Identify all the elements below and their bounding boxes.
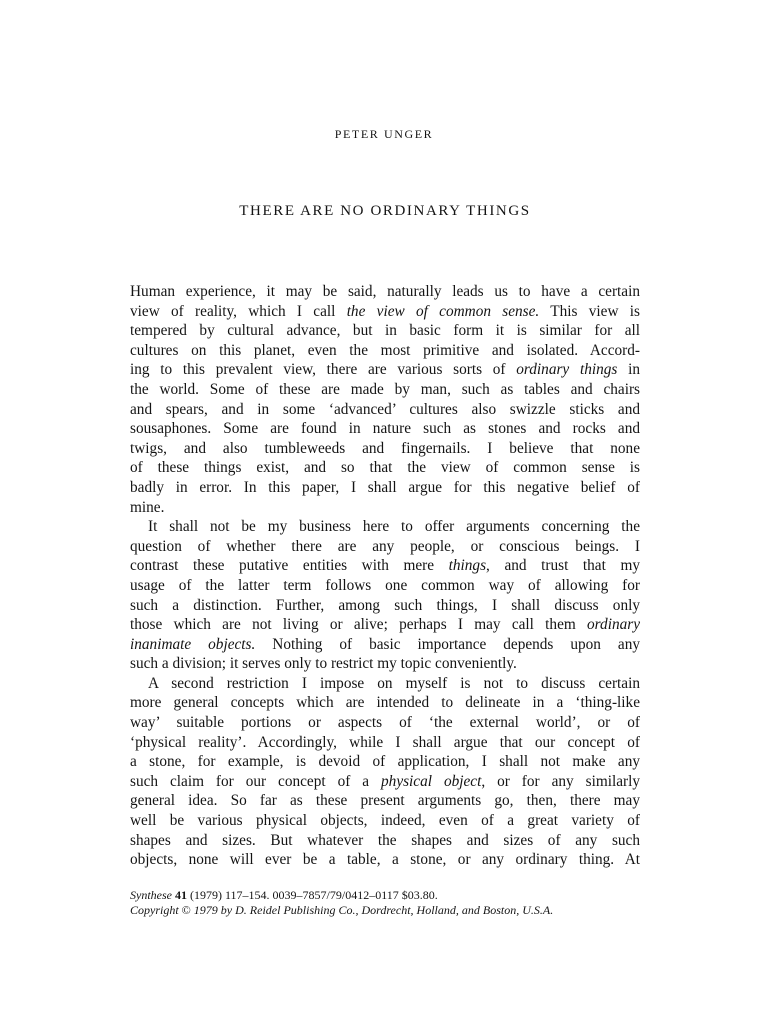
author-name: PETER UNGER: [334, 127, 434, 141]
text-line: A second restriction I impose on myself is not to discuss certain: [148, 674, 640, 692]
text-line: question of whether there are any people, or conscious beings. I: [130, 537, 640, 555]
text-line: way’ suitable portions or aspects of ‘the external world’, or of: [130, 714, 640, 732]
text-line: a stone, for example, is devoid of application, I shall not make any: [130, 753, 640, 771]
text-line: more general concepts which are intended to delineate in a ‘thing-like: [130, 694, 640, 712]
text-line: sousaphones. Some are found in nature such as stones and rocks and: [130, 420, 640, 438]
text-line: It shall not be my business here to offer arguments concerning the: [148, 518, 640, 536]
text-line: twigs, and also tumbleweeds and fingernails. I believe that none: [130, 439, 640, 457]
text-line: Human experience, it may be said, naturally leads us to have a certain: [130, 283, 640, 300]
text-line: contrast these putative entities with mere things, and trust that my: [130, 557, 640, 575]
article-title: THERE ARE NO ORDINARY THINGS: [239, 203, 531, 219]
paragraph: [130, 517, 640, 674]
paragraph: [130, 282, 640, 517]
text-line: inanimate objects. Nothing of basic importance depends upon any: [130, 635, 640, 653]
text-line: cultures on this planet, even the most primitive and isolated. Accord-: [130, 341, 640, 359]
text-line: such claim for our concept of a physical object, or for any similarly: [130, 772, 641, 790]
text-line: ing to this prevalent view, there are various sorts of ordinary things in: [130, 361, 640, 379]
text-line: the world. Some of these are made by man, such as tables and chairs: [130, 380, 640, 398]
citation-line: Synthese 41 (1979) 117–154. 0039–7857/79/0412–0117 $03.80.: [130, 888, 438, 902]
text-line: such a distinction. Further, among such things, I shall discuss only: [130, 596, 640, 614]
text-line: of these things exist, and so that the view of common sense is: [130, 459, 640, 477]
text-line: shapes and sizes. But whatever the shapes and sizes of any such: [130, 831, 640, 849]
text-line: tempered by cultural advance, but in basic form it is similar for all: [130, 322, 640, 340]
text-line: and spears, and in some ‘advanced’ cultures also swizzle sticks and: [130, 400, 640, 418]
text-line: well be various physical objects, indeed, even of a great variety of: [130, 812, 640, 830]
article-body: [130, 282, 640, 870]
text-line: those which are not living or alive; perhaps I may call them ordinary: [130, 616, 640, 634]
text-line: mine.: [130, 498, 165, 516]
text-line: general idea. So far as these present arguments go, then, there may: [130, 792, 640, 810]
text-line: view of reality, which I call the view of common sense. This view is: [130, 302, 640, 320]
text-line: usage of the latter term follows one common way of allowing for: [130, 576, 640, 594]
text-line: ‘physical reality’. Accordingly, while I shall argue that our concept of: [130, 733, 640, 751]
text-line: such a division; it serves only to restrict my topic conveniently.: [130, 655, 517, 673]
copyright-line: Copyright © 1979 by D. Reidel Publishing Co., Dordrecht, Holland, and Boston, U.S.A.: [130, 903, 554, 917]
text-line: badly in error. In this paper, I shall argue for this negative belief of: [130, 478, 640, 496]
citation-footer: [130, 888, 645, 918]
text-line: objects, none will ever be a table, a stone, or any ordinary thing. At: [130, 851, 640, 869]
paragraph: [130, 674, 640, 870]
